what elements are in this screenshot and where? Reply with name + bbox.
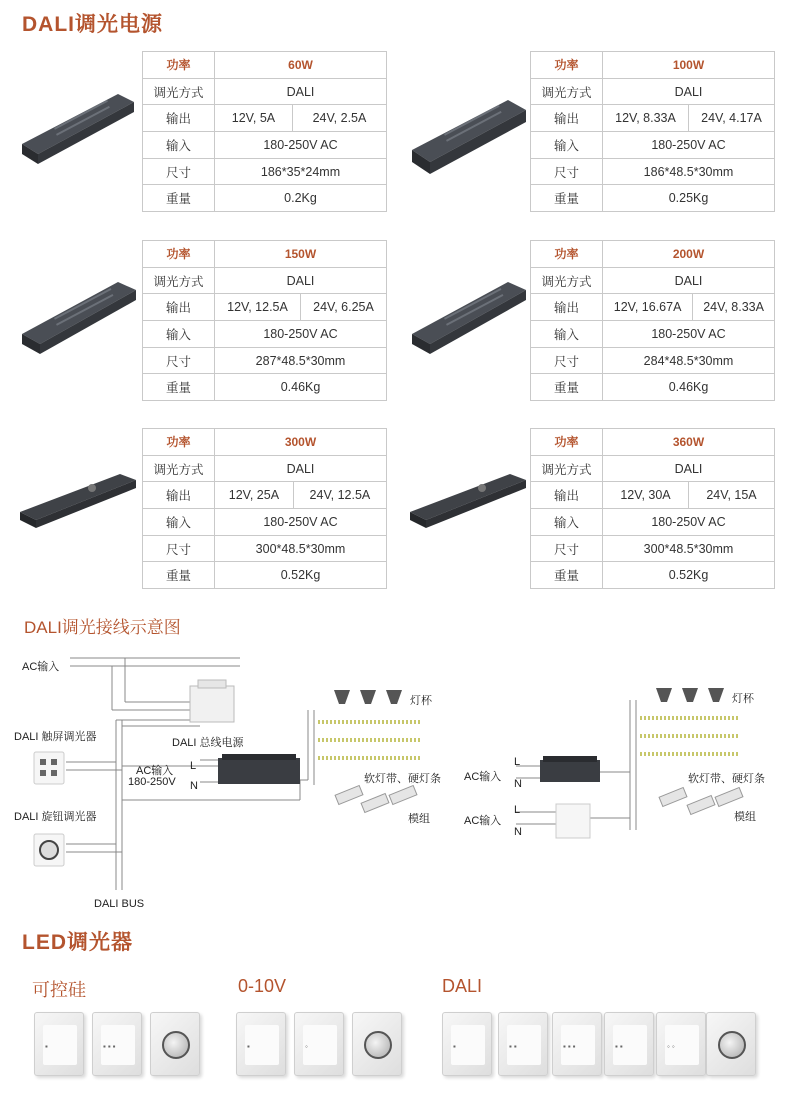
right-module-label: 模组	[734, 811, 756, 823]
dali-knob-dimmer	[706, 1012, 756, 1076]
input-value: 180-250V AC	[603, 509, 775, 536]
mode-label: 调光方式	[531, 455, 603, 482]
right-lamp-cup-label: 灯杯	[732, 693, 754, 705]
driver-l-label: L	[190, 760, 197, 772]
dimmer-section-title: LED调光器	[22, 931, 133, 954]
power-value: 200W	[603, 241, 775, 268]
driver-voltage-label: 180-250V	[128, 776, 176, 788]
product-image-60w	[14, 80, 140, 170]
power-value: 100W	[603, 52, 775, 79]
output-12v: 12V, 8.33A	[603, 105, 689, 132]
wiring-section-title: DALI调光接线示意图	[24, 618, 181, 637]
power-label: 功率	[143, 52, 215, 79]
mode-label: 调光方式	[531, 267, 603, 294]
mode-label: 调光方式	[143, 455, 215, 482]
weight-value: 0.52Kg	[603, 562, 775, 589]
led-strip-icons-right	[640, 718, 740, 754]
input-label: 输入	[531, 132, 603, 159]
dali-touch-panel: ◦◦	[656, 1012, 706, 1076]
weight-value: 0.46Kg	[215, 374, 387, 401]
power-value: 360W	[603, 429, 775, 456]
dali-knob-dimmer-label: DALI 旋钮调光器	[14, 811, 97, 823]
output-label: 输出	[143, 294, 215, 321]
weight-value: 0.46Kg	[603, 374, 775, 401]
output-label: 输出	[531, 294, 603, 321]
spec-table-300w	[142, 428, 387, 589]
input-label: 输入	[143, 509, 215, 536]
ac-input-label: AC输入	[22, 661, 60, 673]
knob-dimmer-icon	[34, 834, 64, 866]
product-image-360w	[404, 460, 530, 540]
dali-bus-label: DALI BUS	[94, 898, 145, 910]
input-label: 输入	[143, 132, 215, 159]
led-driver-icon-right	[540, 756, 600, 782]
mode-value: DALI	[603, 78, 775, 105]
right-strip-label: 软灯带、硬灯条	[688, 773, 765, 785]
input-value: 180-250V AC	[215, 321, 387, 348]
right-l-label-2: L	[514, 804, 521, 816]
output-24v: 24V, 2.5A	[292, 105, 386, 132]
weight-label: 重量	[143, 562, 215, 589]
weight-value: 0.25Kg	[603, 185, 775, 212]
dali-bus-psu-label: DALI 总线电源	[172, 737, 244, 749]
power-label: 功率	[531, 52, 603, 79]
product-image-200w	[404, 268, 530, 358]
size-label: 尺寸	[531, 347, 603, 374]
led-driver-icon	[218, 754, 300, 784]
right-ac-input-label-2: AC输入	[464, 815, 502, 827]
dali-category-label: DALI	[442, 976, 483, 996]
right-l-label-1: L	[514, 756, 521, 768]
weight-label: 重量	[143, 374, 215, 401]
analog-category-label: 0-10V	[238, 976, 287, 996]
output-12v: 12V, 12.5A	[215, 294, 301, 321]
input-label: 输入	[143, 321, 215, 348]
driver-n-label: N	[190, 780, 198, 792]
mode-value: DALI	[215, 455, 387, 482]
controller-icon	[556, 804, 590, 838]
output-24v: 24V, 4.17A	[689, 105, 775, 132]
size-value: 287*48.5*30mm	[215, 347, 387, 374]
output-12v: 12V, 30A	[603, 482, 689, 509]
size-label: 尺寸	[531, 535, 603, 562]
triac-dimmer-panel-2: ▪▪▪	[92, 1012, 142, 1076]
input-value: 180-250V AC	[603, 132, 775, 159]
spec-table-60w	[142, 51, 387, 212]
output-12v: 12V, 5A	[215, 105, 293, 132]
led-strip-icons	[318, 722, 420, 758]
output-12v: 12V, 25A	[215, 482, 294, 509]
output-label: 输出	[143, 482, 215, 509]
output-24v: 24V, 15A	[689, 482, 775, 509]
led-module-icons	[335, 785, 417, 812]
size-value: 186*48.5*30mm	[603, 158, 775, 185]
lamp-cup-icons	[334, 690, 402, 704]
triac-knob-dimmer	[150, 1012, 200, 1076]
triac-dimmer-panel-1: ▪	[34, 1012, 84, 1076]
mode-label: 调光方式	[143, 267, 215, 294]
output-label: 输出	[143, 105, 215, 132]
lamp-cup-icons-right	[656, 688, 724, 702]
right-ac-input-label-1: AC输入	[464, 771, 502, 783]
strip-label: 软灯带、硬灯条	[364, 773, 441, 785]
product-image-300w	[14, 460, 140, 540]
size-value: 284*48.5*30mm	[603, 347, 775, 374]
mode-value: DALI	[215, 267, 387, 294]
weight-value: 0.2Kg	[215, 185, 387, 212]
output-label: 输出	[531, 105, 603, 132]
power-value: 300W	[215, 429, 387, 456]
size-label: 尺寸	[531, 158, 603, 185]
input-value: 180-250V AC	[215, 132, 387, 159]
power-label: 功率	[531, 241, 603, 268]
mode-label: 调光方式	[143, 78, 215, 105]
size-label: 尺寸	[143, 347, 215, 374]
weight-value: 0.52Kg	[215, 562, 387, 589]
power-value: 60W	[215, 52, 387, 79]
dali-dimmer-panel-3: ▪▪▪	[552, 1012, 602, 1076]
spec-table-360w	[530, 428, 775, 589]
dali-dimmer-panel-4: ▪▪	[604, 1012, 654, 1076]
output-24v: 24V, 12.5A	[293, 482, 386, 509]
mode-value: DALI	[603, 267, 775, 294]
lamp-cup-label: 灯杯	[410, 695, 432, 707]
output-24v: 24V, 8.33A	[693, 294, 775, 321]
power-label: 功率	[531, 429, 603, 456]
analog-dimmer-panel-2: ◦	[294, 1012, 344, 1076]
mode-label: 调光方式	[531, 78, 603, 105]
input-label: 输入	[531, 509, 603, 536]
weight-label: 重量	[531, 562, 603, 589]
right-n-label-1: N	[514, 778, 522, 790]
mode-value: DALI	[215, 78, 387, 105]
product-image-150w	[14, 268, 140, 358]
dali-bus-psu-icon	[190, 680, 234, 722]
triac-category-label: 可控硅	[32, 980, 86, 1000]
input-value: 180-250V AC	[603, 321, 775, 348]
led-module-icons-right	[659, 787, 743, 814]
size-label: 尺寸	[143, 535, 215, 562]
spec-table-100w	[530, 51, 775, 212]
dali-dimmer-panel-2: ▪▪	[498, 1012, 548, 1076]
weight-label: 重量	[143, 185, 215, 212]
dali-touch-dimmer-label: DALI 触屏调光器	[14, 731, 97, 743]
spec-table-200w	[530, 240, 775, 401]
size-label: 尺寸	[143, 158, 215, 185]
output-12v: 12V, 16.67A	[603, 294, 693, 321]
driver-ac-input-label: AC输入	[136, 765, 174, 777]
spec-table-150w	[142, 240, 387, 401]
weight-label: 重量	[531, 374, 603, 401]
product-image-100w	[404, 90, 530, 180]
power-label: 功率	[143, 241, 215, 268]
power-section-title: DALI调光电源	[22, 13, 163, 36]
size-value: 300*48.5*30mm	[603, 535, 775, 562]
mode-value: DALI	[603, 455, 775, 482]
power-label: 功率	[143, 429, 215, 456]
power-value: 150W	[215, 241, 387, 268]
output-label: 输出	[531, 482, 603, 509]
input-value: 180-250V AC	[215, 509, 387, 536]
touch-dimmer-icon	[34, 752, 64, 784]
size-value: 186*35*24mm	[215, 158, 387, 185]
weight-label: 重量	[531, 185, 603, 212]
right-n-label-2: N	[514, 826, 522, 838]
module-label: 模组	[408, 813, 430, 825]
size-value: 300*48.5*30mm	[215, 535, 387, 562]
analog-dimmer-panel-1: ▪	[236, 1012, 286, 1076]
output-24v: 24V, 6.25A	[301, 294, 387, 321]
input-label: 输入	[531, 321, 603, 348]
analog-knob-dimmer	[352, 1012, 402, 1076]
dali-dimmer-panel-1: ▪	[442, 1012, 492, 1076]
